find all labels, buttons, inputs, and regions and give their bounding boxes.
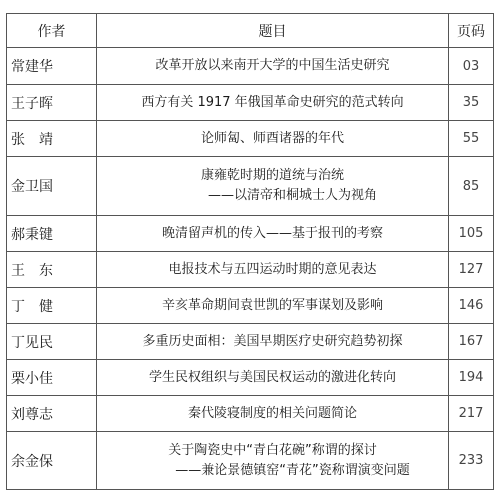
page-number-cell: 03 bbox=[449, 48, 494, 85]
page-number-cell: 217 bbox=[449, 396, 494, 432]
title-cell bbox=[97, 85, 449, 121]
page-number-cell: 194 bbox=[449, 360, 494, 396]
title-line: 康雍乾时期的道统与治统 bbox=[200, 168, 344, 183]
title-line: 多重历史面相：美国早期医疗史研究趋势初探 bbox=[142, 333, 403, 349]
table-row bbox=[7, 396, 494, 432]
title-cell bbox=[97, 121, 449, 157]
title-column-header: 题目 bbox=[97, 14, 449, 48]
title-line: 关于陶瓷史中“青白花碗”称谓的探讨 bbox=[168, 442, 377, 458]
page-number-cell: 35 bbox=[449, 85, 494, 121]
table-row bbox=[7, 121, 494, 157]
title-line: 秦代陵寝制度的相关问题简论 bbox=[187, 405, 357, 421]
page-number-cell: 55 bbox=[449, 121, 494, 157]
author-cell: 丁 健 bbox=[7, 288, 97, 324]
table-row bbox=[7, 324, 494, 360]
table-row bbox=[7, 288, 494, 324]
title-line: 电报技术与五四运动时期的意见表达 bbox=[168, 261, 377, 277]
table-row bbox=[7, 48, 494, 85]
title-cell bbox=[97, 48, 449, 85]
page-number-cell: 127 bbox=[449, 252, 494, 288]
title-line: 学生民权组织与美国民权运动的激进化转向 bbox=[148, 369, 396, 385]
table-row bbox=[7, 216, 494, 252]
author-cell: 郝秉键 bbox=[7, 216, 97, 252]
author-cell: 余金保 bbox=[7, 432, 97, 490]
title-cell bbox=[97, 216, 449, 252]
author-column-header: 作者 bbox=[7, 14, 97, 48]
table-row bbox=[7, 157, 494, 216]
page-column-header: 页码 bbox=[449, 14, 494, 48]
title-cell bbox=[97, 157, 449, 216]
table-row bbox=[7, 252, 494, 288]
title-cell bbox=[97, 252, 449, 288]
title-cell bbox=[97, 432, 449, 490]
page-number-cell: 233 bbox=[449, 432, 494, 490]
title-subtitle-line: ——兼论景德镇窑“青花”瓷称谓演变问题 bbox=[175, 462, 410, 478]
author-cell: 刘尊志 bbox=[7, 396, 97, 432]
page-number-cell: 85 bbox=[449, 157, 494, 216]
table-of-contents bbox=[6, 13, 494, 490]
page-number-cell: 146 bbox=[449, 288, 494, 324]
author-cell: 常建华 bbox=[7, 48, 97, 85]
title-cell bbox=[97, 360, 449, 396]
author-cell: 栗小佳 bbox=[7, 360, 97, 396]
table-row bbox=[7, 85, 494, 121]
author-cell: 王 东 bbox=[7, 252, 97, 288]
header-row bbox=[7, 14, 494, 48]
title-cell bbox=[97, 396, 449, 432]
page-number-cell: 167 bbox=[449, 324, 494, 360]
title-cell bbox=[97, 288, 449, 324]
toc-body bbox=[7, 48, 494, 490]
title-line: 西方有关 1917 年俄国革命史研究的范式转向 bbox=[141, 94, 404, 110]
table-row bbox=[7, 360, 494, 396]
title-cell bbox=[97, 324, 449, 360]
table-row bbox=[7, 432, 494, 490]
title-line: 论师匐、师酉诸器的年代 bbox=[200, 130, 344, 146]
author-cell: 王子晖 bbox=[7, 85, 97, 121]
title-line: 辛亥革命期间袁世凯的军事谋划及影响 bbox=[161, 297, 383, 313]
author-cell: 张 靖 bbox=[7, 121, 97, 157]
title-line: 晚清留声机的传入——基于报刊的考察 bbox=[161, 225, 383, 241]
title-subtitle-line: ——以清帝和桐城士人为视角 bbox=[207, 188, 377, 203]
page-number-cell: 105 bbox=[449, 216, 494, 252]
title-line: 改革开放以来南开大学的中国生活史研究 bbox=[155, 58, 390, 73]
author-cell: 丁见民 bbox=[7, 324, 97, 360]
author-cell: 金卫国 bbox=[7, 157, 97, 216]
